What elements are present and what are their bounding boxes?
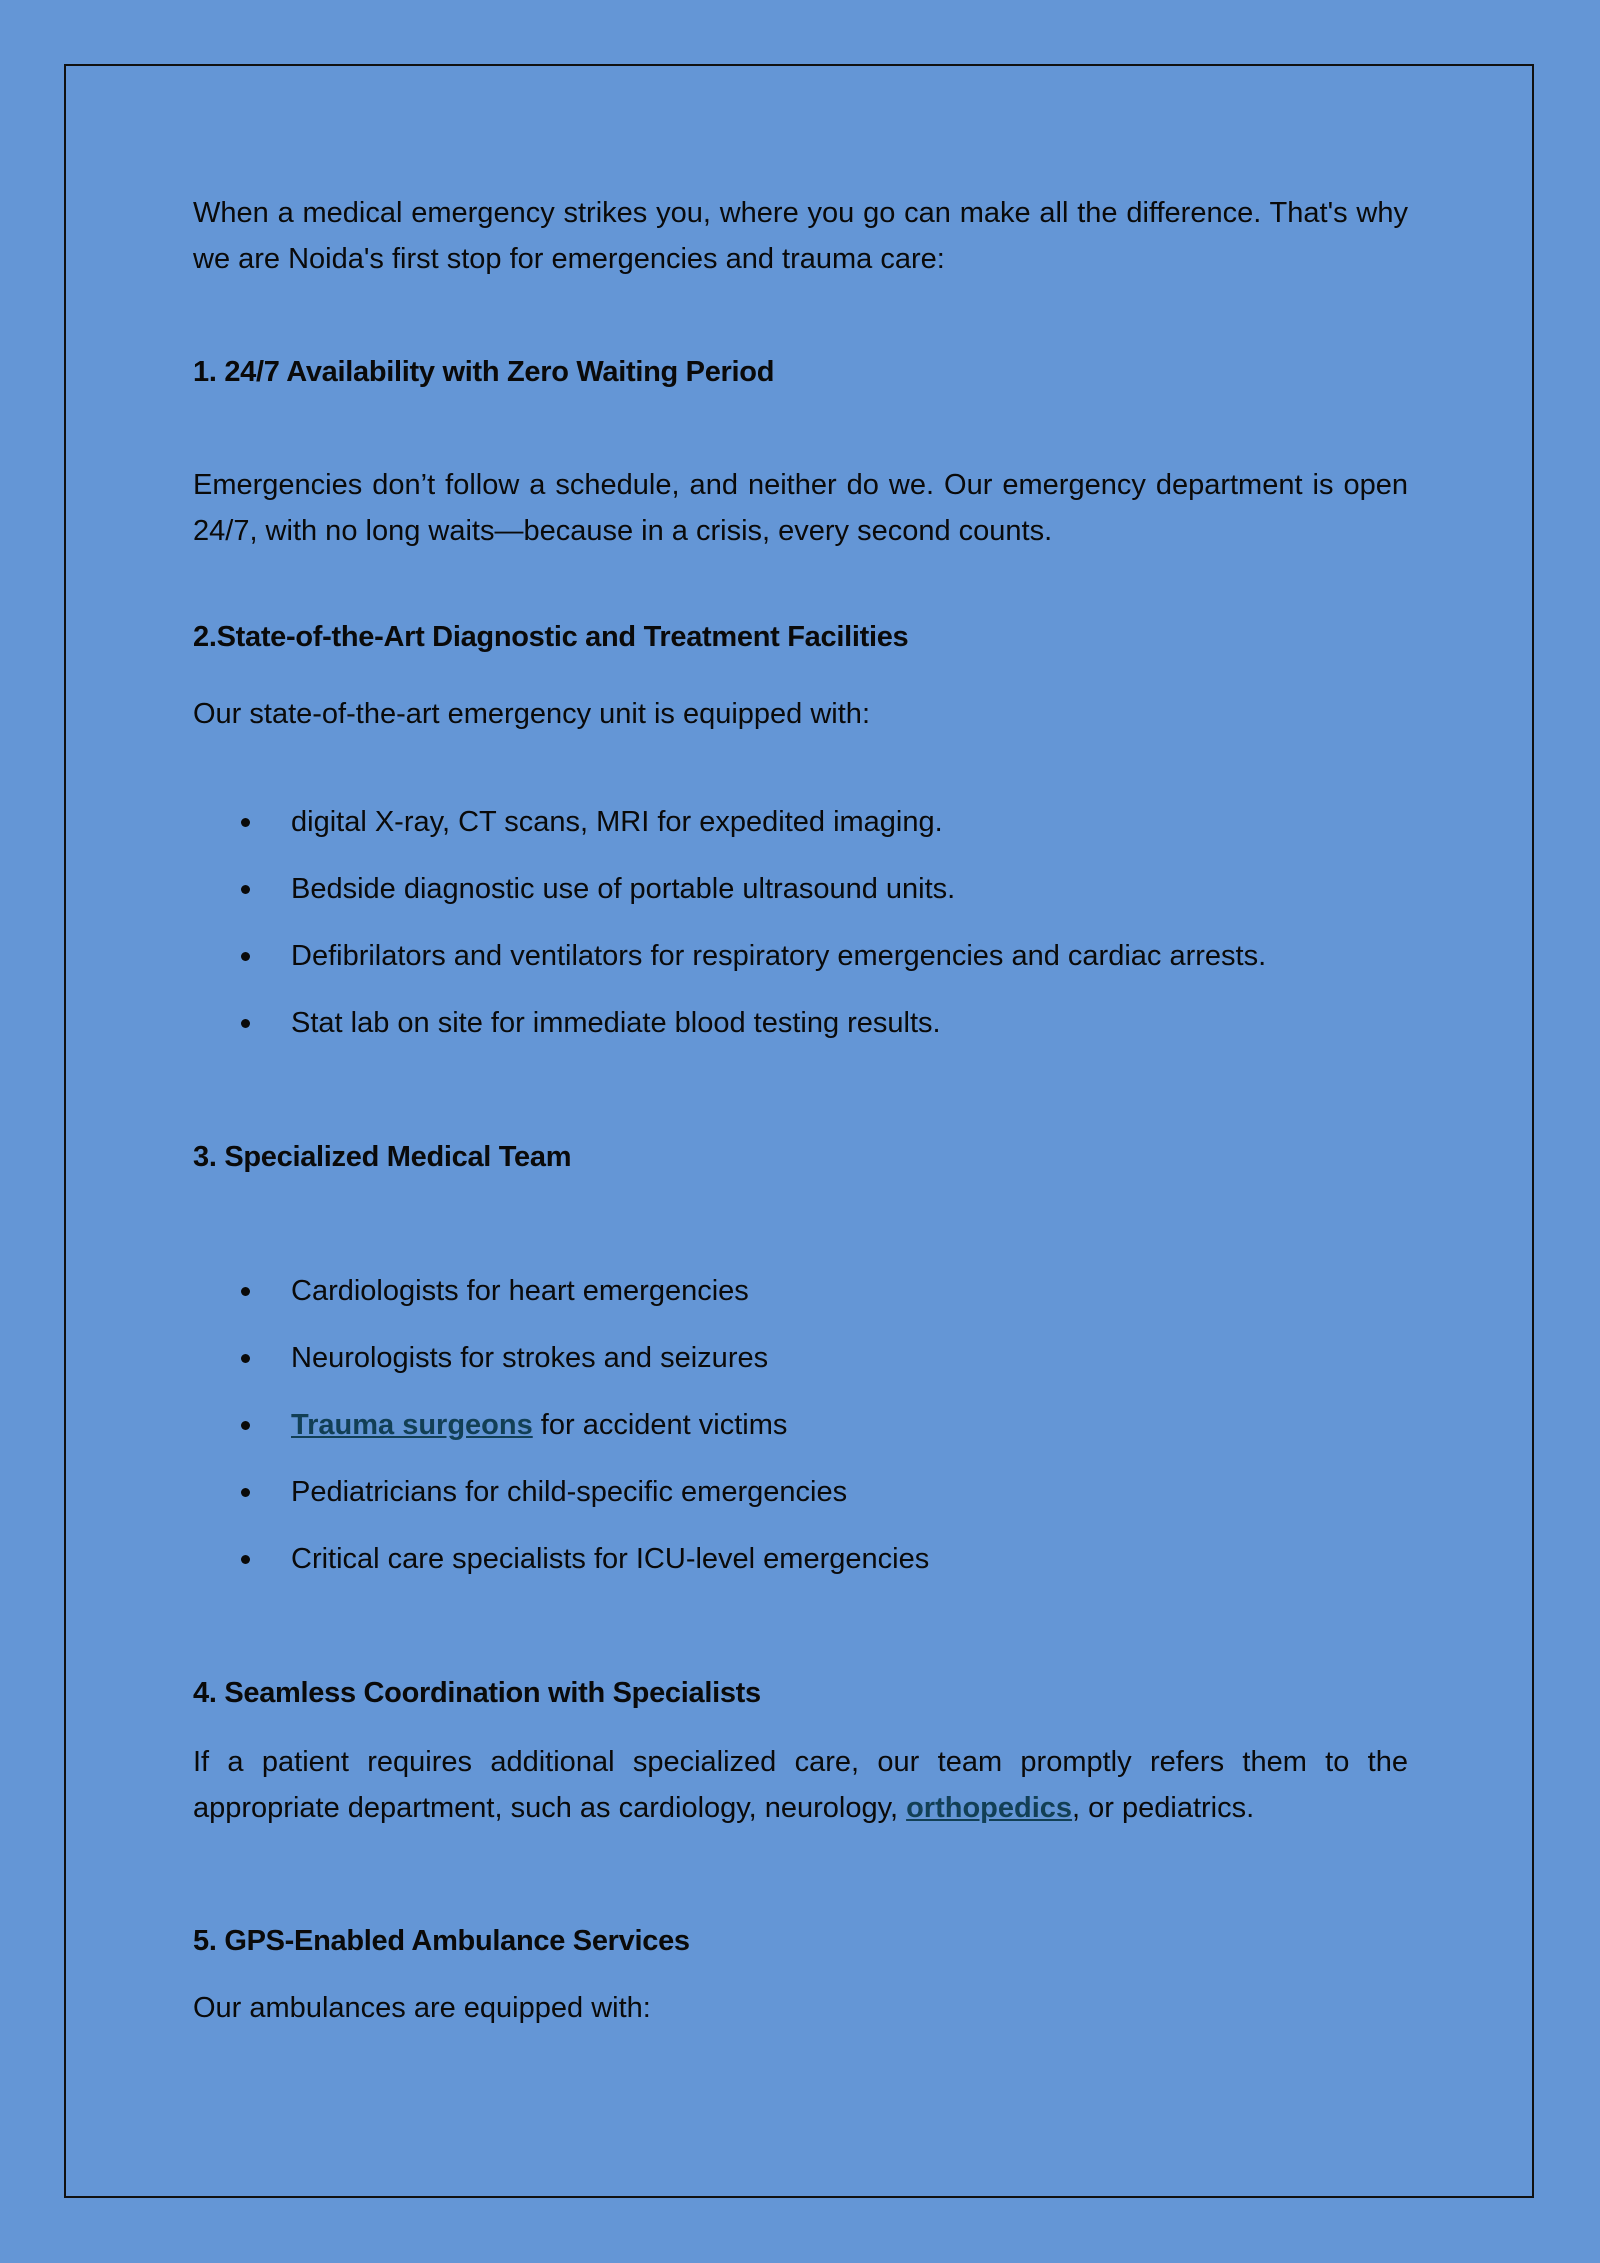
bullet-icon [241, 952, 250, 961]
intro-paragraph: When a medical emergency strikes you, where you go can make all the difference. That's why we are Noida's first stop for emergencies and trauma care: [193, 197, 1408, 275]
section-3-heading: 3. Specialized Medical Team [193, 1141, 572, 1173]
bullet-icon [241, 1555, 250, 1564]
section-2-body: Our state-of-the-art emergency unit is equipped with: [193, 698, 870, 730]
section-5-heading: 5. GPS-Enabled Ambulance Services [193, 1925, 690, 1957]
section-4-heading: 4. Seamless Coordination with Specialists [193, 1677, 761, 1709]
bullet-icon [241, 1354, 250, 1363]
section-2-heading: 2.State-of-the-Art Diagnostic and Treatment Facilities [193, 621, 909, 653]
bullet-icon [241, 1421, 250, 1430]
section-5-body: Our ambulances are equipped with: [193, 1992, 651, 2024]
section-1-body: Emergencies don’t follow a schedule, and neither do we. Our emergency department is open 24/7, with no long waits—because in a crisis, every second counts. [193, 469, 1408, 547]
bullet-icon [241, 885, 250, 894]
bullet-icon [241, 1488, 250, 1497]
section-4-body: If a patient requires additional specialized care, our team promptly refers them to the appropriate department, such as cardiology, neurology, orthopedics, or pediatrics. [193, 1746, 1408, 1824]
trauma-surgeons-link[interactable]: Trauma surgeons [291, 1409, 533, 1441]
section-1-heading: 1. 24/7 Availability with Zero Waiting Period [193, 356, 775, 388]
bullet-icon [241, 1019, 250, 1028]
bullet-icon [241, 1287, 250, 1296]
bullet-icon [241, 818, 250, 827]
orthopedics-link[interactable]: orthopedics [906, 1792, 1073, 1824]
